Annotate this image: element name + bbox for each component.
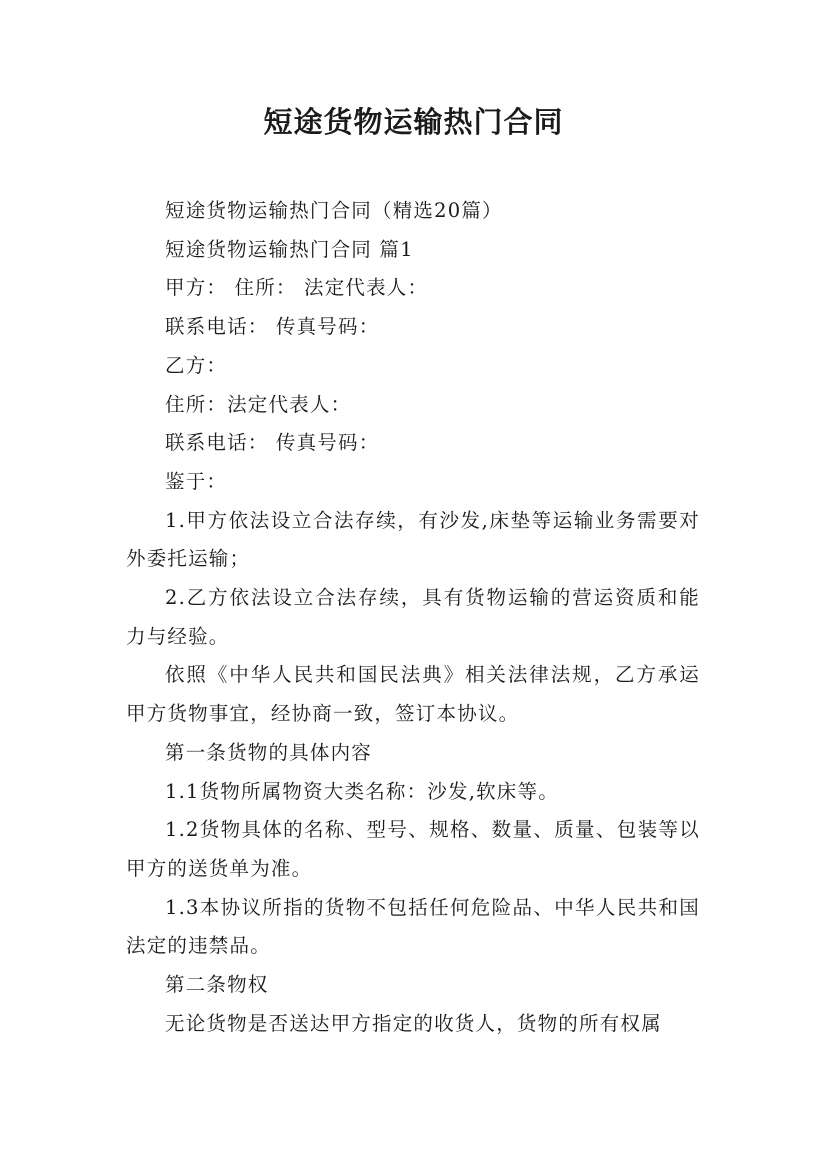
paragraph: 1.甲方依法设立合法存续，有沙发,床垫等运输业务需要对外委托运输； <box>126 508 700 571</box>
paragraph: 无论货物是否送达甲方指定的收货人，货物的所有权属 <box>165 1011 662 1035</box>
paragraph: 依照《中华人民共和国民法典》相关法律法规，乙方承运甲方货物事宜，经协商一致，签订本协议。 <box>126 663 700 726</box>
paragraph: 2.乙方依法设立合法存续，具有货物运输的营运资质和能力与经验。 <box>126 586 700 648</box>
paragraph: 短途货物运输热门合同 篇1 <box>165 237 414 261</box>
paragraph: 住所：法定代表人： <box>165 392 352 416</box>
paragraph: 1.2货物具体的名称、型号、规格、数量、质量、包装等以甲方的送货单为准。 <box>126 818 700 880</box>
paragraph: 乙方： <box>165 353 228 377</box>
paragraph: 联系电话： 传真号码： <box>165 315 380 339</box>
document-title: 短途货物运输热门合同 <box>263 105 564 139</box>
paragraph: 1.3本协议所指的货物不包括任何危险品、中华人民共和国法定的违禁品。 <box>126 895 700 958</box>
paragraph: 第二条物权 <box>165 973 269 997</box>
paragraph: 短途货物运输热门合同（精选20篇） <box>165 199 503 222</box>
paragraph: 联系电话： 传真号码： <box>165 431 380 455</box>
paragraph: 鉴于： <box>165 469 228 493</box>
paragraph: 第一条货物的具体内容 <box>165 740 373 764</box>
paragraph: 甲方： 住所： 法定代表人： <box>165 276 429 300</box>
document-body <box>126 192 700 1043</box>
paragraph: 1.1货物所属物资大类名称：沙发,软床等。 <box>165 779 559 803</box>
